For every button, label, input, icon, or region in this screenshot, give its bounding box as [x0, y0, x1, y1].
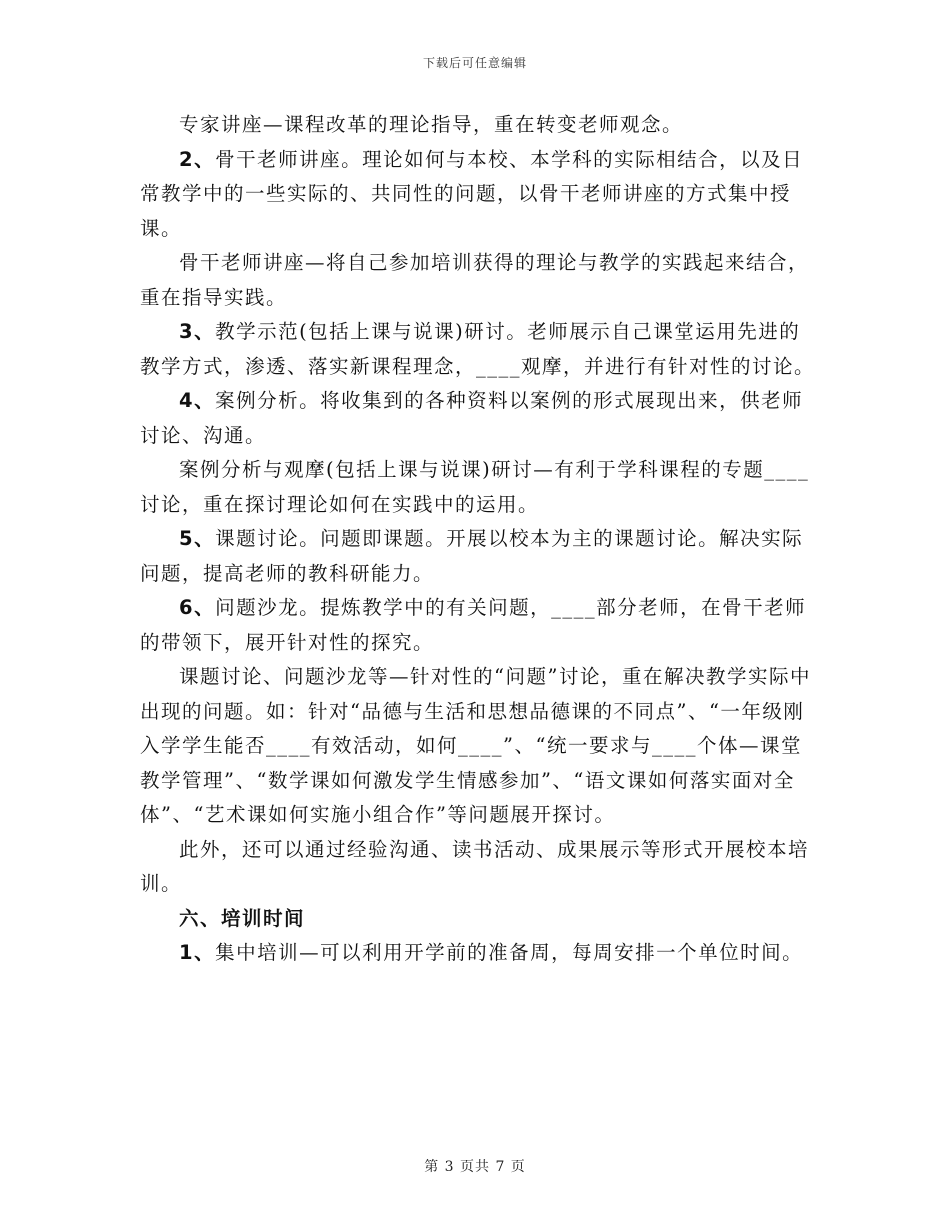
item-number: 2、: [179, 147, 216, 171]
paragraph: [140, 246, 820, 315]
paragraph: [140, 833, 820, 902]
paragraph-text: 课题讨论。问题即课题。开展以校本为主的课题讨论。解决实际问题，提高老师的教科研能力。: [140, 527, 804, 585]
paragraph: [140, 660, 820, 833]
page-header: 下载后可任意编辑: [422, 56, 527, 70]
paragraph-text: 集中培训—可以利用开学前的准备周，每周安排一个单位时间。: [215, 941, 804, 964]
paragraph-text: 问题沙龙。提炼教学中的有关问题，____部分老师，在骨干老师的带领下，展开针对性的探究。: [140, 596, 807, 654]
paragraph: [140, 936, 820, 971]
paragraph: [140, 384, 820, 453]
item-number: 5、: [179, 527, 216, 550]
paragraph-text: 骨干老师讲座—将自己参加培训获得的理论与教学的实践起来结合，重在指导实践。: [140, 251, 810, 309]
paragraph-text: 此外，还可以通过经验沟通、读书活动、成果展示等形式开展校本培训。: [140, 837, 810, 895]
paragraph: [140, 453, 820, 522]
paragraph: [140, 315, 820, 384]
item-number: 4、: [179, 389, 216, 412]
document-body: [140, 108, 820, 971]
paragraph-text: 案例分析。将收集到的各种资料以案例的形式展现出来，供老师讨论、沟通。: [140, 389, 804, 447]
paragraph: [140, 108, 820, 143]
paragraph-text: 专家讲座—课程改革的理论指导，重在转变老师观念。: [179, 113, 684, 136]
item-number: 3、: [179, 320, 216, 343]
paragraph: [140, 522, 820, 591]
paragraph-text: 教学示范(包括上课与说课)研讨。老师展示自己课堂运用先进的教学方式，渗透、落实新课程理念，____观摩，并进行有针对性的讨论。: [140, 320, 816, 378]
section-heading: 六、培训时间: [179, 906, 306, 930]
paragraph: [140, 591, 820, 660]
paragraph-text: 案例分析与观摩(包括上课与说课)研讨—有利于学科课程的专题____讨论，重在探讨理论如何在实践中的运用。: [140, 458, 810, 516]
item-number: 6、: [179, 596, 216, 619]
paragraph-text: 课题讨论、问题沙龙等—针对性的“问题”讨论，重在解决教学实际中出现的问题。如：针对“品德与生活和思想品德课的不同点”、“一年级刚入学学生能否____有效活动，如何____”、“统一要求与____个体—课堂教学管理”、“数学课如何激发学生情感参加”、“语文课如何落实面对全体”、“艺术课如何实施小组合作”等问题展开探讨。: [140, 665, 811, 826]
paragraph: [140, 143, 820, 247]
page-footer: 第 3 页共 7 页: [424, 1159, 526, 1175]
item-number: 1、: [179, 941, 216, 964]
paragraph-text: 骨干老师讲座。理论如何与本校、本学科的实际相结合，以及日常教学中的一些实际的、共同性的问题，以骨干老师讲座的方式集中授课。: [140, 147, 804, 240]
